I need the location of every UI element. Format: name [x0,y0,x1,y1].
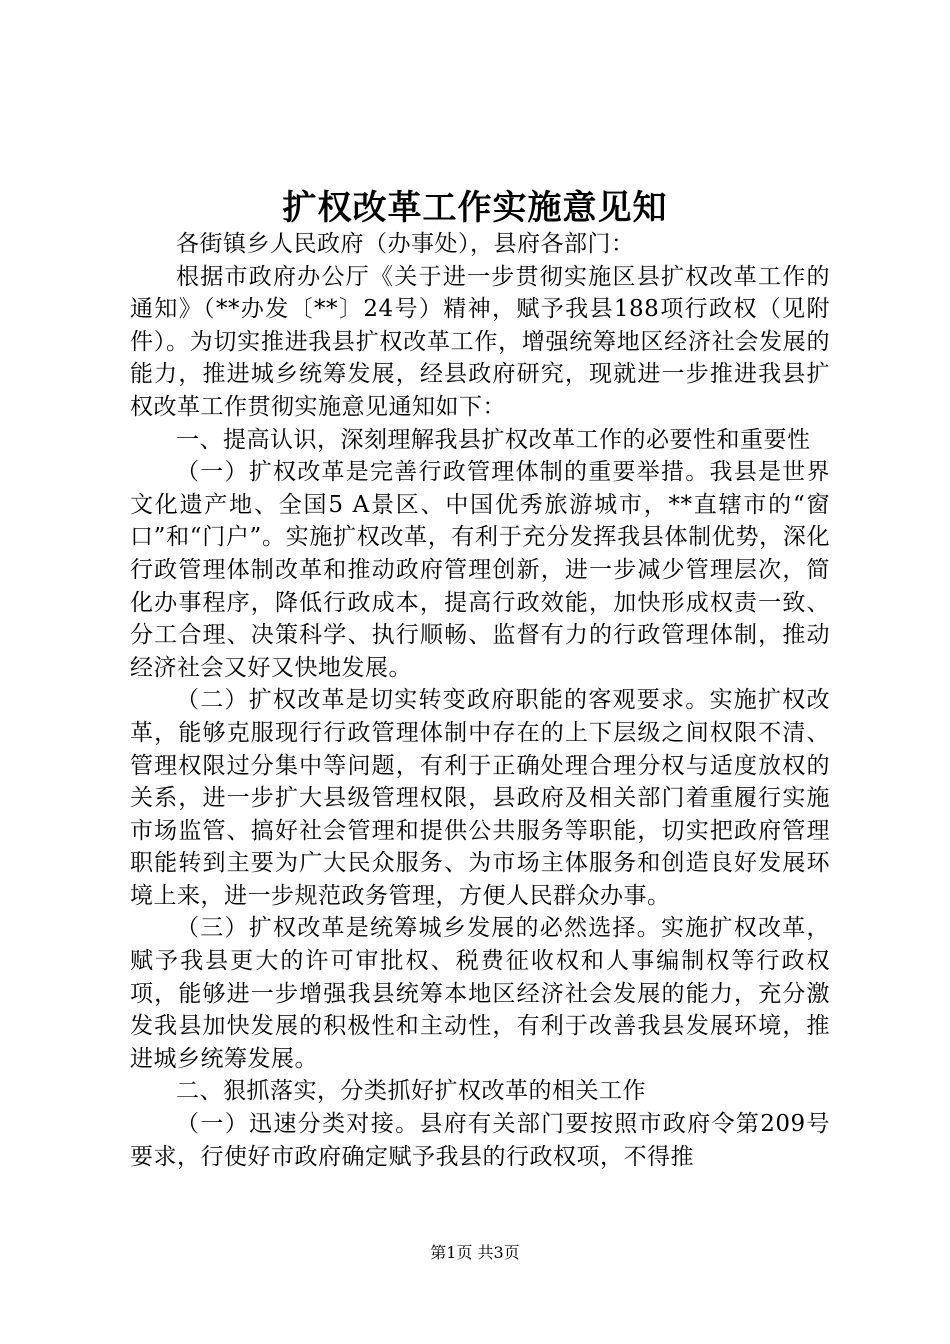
document-title: 扩权改革工作实施意见知 [282,188,668,228]
document-body [130,228,830,1173]
paragraph: （三）扩权改革是统筹城乡发展的必然选择。实施扩权改革，赋予我县更大的许可审批权、税费征收权和人事编制权等行政权项，能够进一步增强我县统筹本地区经济社会发展的能力，充分激发我县加快发展的积极性和主动性，有利于改善我县发展环境，推进城乡统筹发展。 [130,915,830,1072]
paragraph: 根据市政府办公厅《关于进一步贯彻实施区县扩权改革工作的通知》（**办发〔**〕24号）精神，赋予我县188项行政权（见附件）。为切实推进我县扩权改革工作，增强统筹地区经济社会发展的能力，推进城乡统筹发展，经县政府研究，现就进一步推进我县扩权改革工作贯彻实施意见通知如下： [130,263,830,420]
salutation: 各街镇乡人民政府（办事处），县府各部门： [176,231,635,257]
page-footer: 第1页 共3页 [430,1243,520,1262]
paragraph: （二）扩权改革是切实转变政府职能的客观要求。实施扩权改革，能够克服现行行政管理体制中存在的上下层级之间权限不清、管理权限过分集中等问题，有利于正确处理合理分权与适度放权的关系，进一步扩大县级管理权限，县政府及相关部门着重履行实施市场监管、搞好社会管理和提供公共服务等职能，切实把政府管理职能转到主要为广大民众服务、为市场主体服务和创造良好发展环境上来，进一步规范政务管理，方便人民群众办事。 [130,687,830,909]
section-heading: 二、狠抓落实，分类抓好扩权改革的相关工作 [176,1078,646,1105]
paragraph: （一）迅速分类对接。县府有关部门要按照市政府令第209号要求，行使好市政府确定赋予我县的行政权项，不得推 [130,1111,830,1170]
section-heading: 一、提高认识，深刻理解我县扩权改革工作的必要性和重要性 [176,426,811,453]
paragraph: （一）扩权改革是完善行政管理体制的重要举措。我县是世界文化遗产地、全国5 A景区、中国优秀旅游城市，**直辖市的“窗口”和“门户”。实施扩权改革，有利于充分发挥我县体制优势，深化行政管理体制改革和推动政府管理创新，进一步减少管理层次，简化办事程序，降低行政成本，提高行政效能，加快形成权责一致、分工合理、决策科学、执行顺畅、监督有力的行政管理体制，推动经济社会又好又快地发展。 [130,459,831,681]
